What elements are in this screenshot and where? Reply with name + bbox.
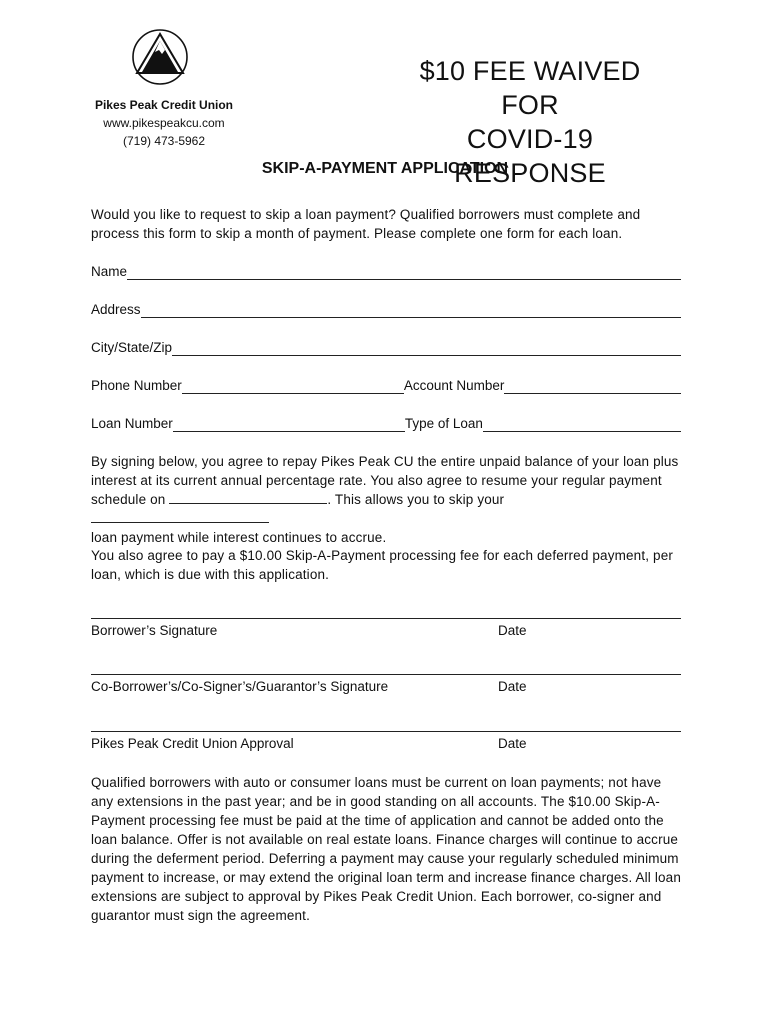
coborrower-signature-label: Co-Borrower’s/Co-Signer’s/Guarantor’s Signature	[91, 679, 389, 694]
phone-number-input-line[interactable]	[182, 379, 404, 394]
agreement-text-1: By signing below, you agree to repay Pikes Peak CU the entire unpaid balance of your loan plus interest at its current annual percentage rate. You also agree to resume your regular payment schedule on	[91, 454, 679, 507]
fee-notice-line1: $10 FEE WAIVED FOR	[419, 56, 641, 120]
account-number-label: Account Number	[403, 378, 505, 393]
agreement-paragraph	[91, 452, 681, 547]
fee-notice-line2: COVID-19 RESPONSE	[454, 124, 606, 188]
name-field[interactable]	[91, 262, 681, 280]
approval-signature-label: Pikes Peak Credit Union Approval	[91, 736, 294, 751]
coborrower-signature-line[interactable]	[91, 674, 681, 675]
skip-month-input-line[interactable]	[91, 509, 269, 523]
city-state-zip-label: City/State/Zip	[91, 340, 173, 355]
account-number-input-line[interactable]	[504, 379, 681, 394]
org-phone: (719) 473-5962	[122, 134, 206, 148]
loan-number-input-line[interactable]	[173, 417, 405, 432]
city-state-zip-field[interactable]	[91, 338, 681, 356]
mountain-logo-icon	[131, 28, 189, 86]
loan-number-label: Loan Number	[91, 416, 173, 431]
org-website: www.pikespeakcu.com	[103, 116, 225, 130]
borrower-signature-label: Borrower’s Signature	[91, 623, 218, 638]
name-input-line[interactable]	[127, 265, 681, 280]
phone-account-row	[91, 376, 681, 394]
address-input-line[interactable]	[141, 303, 681, 318]
borrower-signature-line[interactable]	[91, 618, 681, 619]
borrower-date-label: Date	[498, 623, 527, 638]
agreement-text-2: . This allows you to skip your	[327, 492, 505, 507]
form-title: SKIP-A-PAYMENT APPLICATION	[261, 160, 509, 177]
type-of-loan-input-line[interactable]	[483, 417, 681, 432]
address-field[interactable]	[91, 300, 681, 318]
address-label: Address	[91, 302, 141, 317]
intro-paragraph: Would you like to request to skip a loan payment? Qualified borrowers must complete and process this form to skip a month of payment. Please complete one form for each loan.	[91, 207, 641, 241]
fee-paragraph: You also agree to pay a $10.00 Skip-A-Payment processing fee for each deferred payment, per loan, which is due with this application.	[91, 548, 673, 582]
terms-paragraph: Qualified borrowers with auto or consumer loans must be current on loan payments; not have any extensions in the past year; and be in good standing on all accounts. The $10.00 Skip-A-Payment processing fee must be paid at the time of application and cannot be added onto the loan balance. Offer is not available on real estate loans. Finance charges will continue to accrue during the deferment period. Deferring a payment may cause your regularly scheduled minimum payment to increase, or may extend the original loan term and increase finance charges. All loan extensions are subject to approval by Pikes Peak Credit Union. Each borrower, co-signer and guarantor must sign the agreement.	[91, 775, 681, 923]
type-of-loan-label: Type of Loan	[404, 416, 483, 431]
org-name: Pikes Peak Credit Union	[94, 98, 234, 112]
phone-number-label: Phone Number	[91, 378, 182, 393]
approval-signature-line[interactable]	[91, 731, 681, 732]
resume-date-input-line[interactable]	[169, 490, 327, 504]
city-state-zip-input-line[interactable]	[172, 341, 681, 356]
loan-type-row	[91, 414, 681, 432]
approval-date-label: Date	[498, 736, 527, 751]
org-contact	[84, 96, 244, 150]
agreement-text-3: loan payment while interest continues to accrue.	[91, 530, 387, 545]
coborrower-date-label: Date	[498, 679, 527, 694]
name-label: Name	[91, 264, 128, 279]
